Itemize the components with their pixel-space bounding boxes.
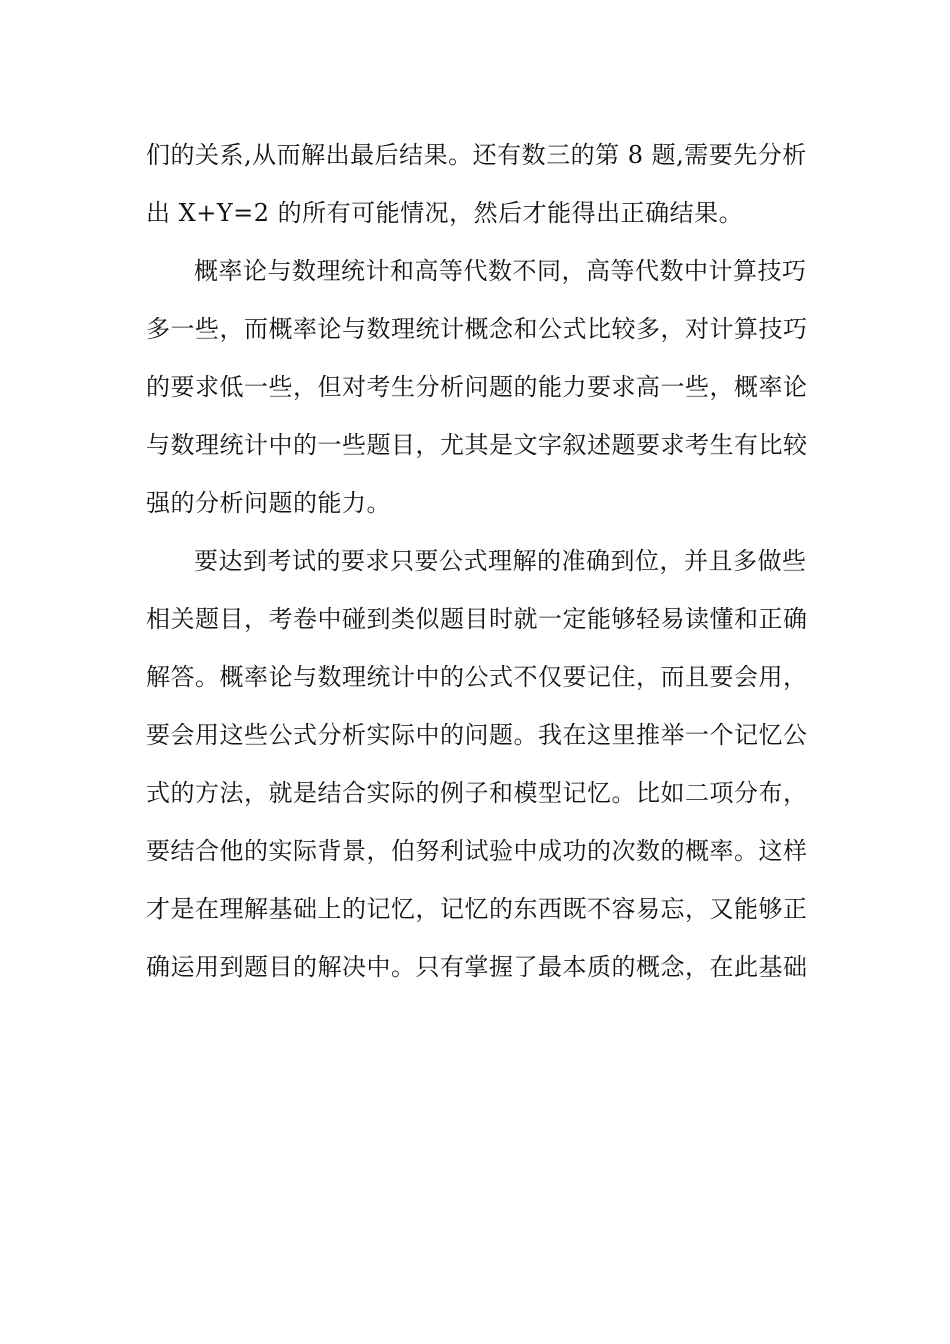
text-line: 出 X+Y=2 的所有可能情况，然后才能得出正确结果。 <box>146 199 744 227</box>
text-line: 要会用这些公式分析实际中的问题。我在这里推举一个记忆公 <box>146 721 808 749</box>
paragraph-2 <box>146 242 806 532</box>
paragraph-3 <box>146 532 806 996</box>
text-line: 们的关系,从而解出最后结果。还有数三的第 8 题,需要先分析 <box>146 141 807 169</box>
text-line: 才是在理解基础上的记忆，记忆的东西既不容易忘，又能够正 <box>146 895 808 923</box>
text-line: 相关题目，考卷中碰到类似题目时就一定能够轻易读懂和正确 <box>146 605 808 633</box>
text-line: 要结合他的实际背景，伯努利试验中成功的次数的概率。这样 <box>146 837 808 865</box>
text-line: 确运用到题目的解决中。只有掌握了最本质的概念，在此基础 <box>146 953 808 981</box>
body-text <box>146 126 806 996</box>
text-line: 解答。概率论与数理统计中的公式不仅要记住，而且要会用， <box>146 663 808 691</box>
text-line: 强的分析问题的能力。 <box>146 489 391 517</box>
text-line: 概率论与数理统计和高等代数不同，高等代数中计算技巧 <box>194 257 807 285</box>
text-line: 要达到考试的要求只要公式理解的准确到位，并且多做些 <box>194 547 807 575</box>
text-line: 多一些，而概率论与数理统计概念和公式比较多，对计算技巧 <box>146 315 808 343</box>
text-line: 的要求低一些，但对考生分析问题的能力要求高一些，概率论 <box>146 373 808 401</box>
text-line: 与数理统计中的一些题目，尤其是文字叙述题要求考生有比较 <box>146 431 808 459</box>
text-line: 式的方法，就是结合实际的例子和模型记忆。比如二项分布， <box>146 779 808 807</box>
paragraph-1 <box>146 126 806 242</box>
